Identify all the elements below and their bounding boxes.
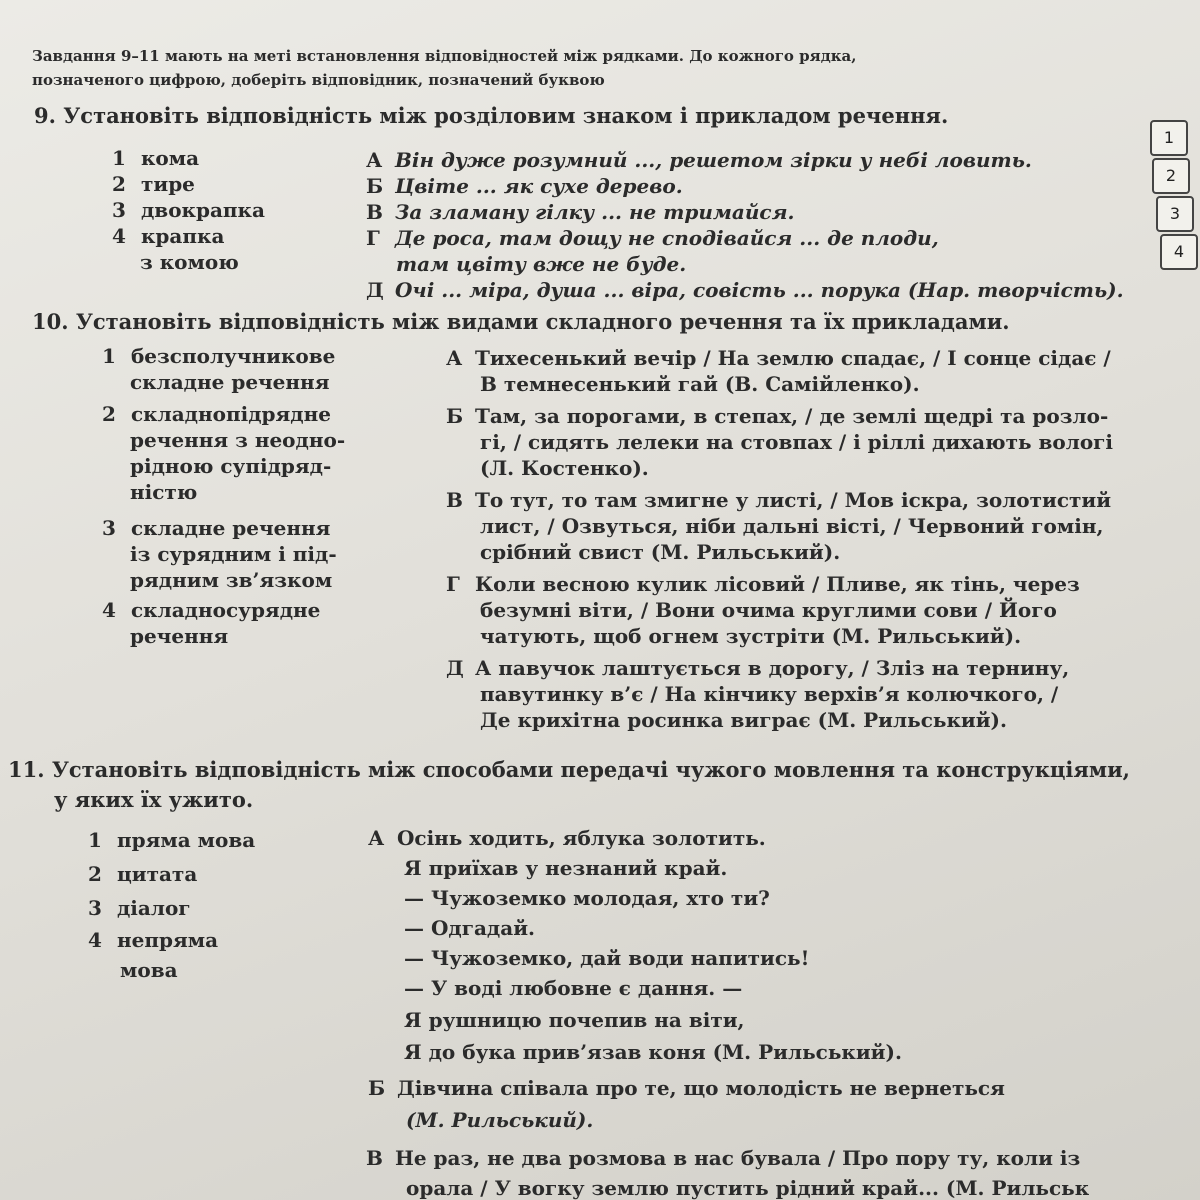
q10-right-item: Г Коли весною кулик лісовий / Пливе, як тінь, через bbox=[446, 572, 1080, 596]
q10-left-item: 4 складносурядне bbox=[102, 598, 321, 622]
q10-right-item: А Тихесенький вечір / На землю спадає, / І сонце сідає / bbox=[446, 346, 1111, 370]
q11-title-cont: у яких їх ужито. bbox=[54, 787, 254, 812]
q10-right-item-cont: срібний свист (М. Рильський). bbox=[480, 540, 841, 564]
q10-left-item-cont: складне речення bbox=[130, 370, 330, 394]
answer-box[interactable]: 4 bbox=[1160, 234, 1198, 270]
intro-line-2: позначеного цифрою, доберіть відповідник, позначений буквою bbox=[32, 71, 605, 89]
q11-left-item: 2 цитата bbox=[88, 862, 198, 886]
answer-box[interactable]: 3 bbox=[1156, 196, 1194, 232]
q10-left-item-cont: ністю bbox=[130, 480, 198, 504]
q10-left-item: 1 безсполучникове bbox=[102, 344, 336, 368]
q10-left-item-cont: речення bbox=[130, 624, 229, 648]
q11-right-item-cont: (М. Рильський). bbox=[406, 1108, 594, 1132]
q11-right-item: А Осінь ходить, яблука золотить. bbox=[368, 826, 766, 850]
q11-right-item-cont: орала / У вогку землю пустить рідний край... (М. Рильськ bbox=[406, 1176, 1090, 1200]
q11-right-item-cont: — Чужоземко молодая, хто ти? bbox=[404, 886, 770, 910]
q10-left-item-cont: із сурядним і під- bbox=[130, 542, 337, 566]
q9-right-item: Д Очі ... міра, душа ... віра, совість ... порука (Нар. творчість). bbox=[366, 278, 1124, 302]
q9-left-item: 1 кома bbox=[112, 146, 200, 170]
q9-title: 9. Установіть відповідність між розділовим знаком і прикладом речення. bbox=[34, 103, 949, 128]
q10-right-item-cont: (Л. Костенко). bbox=[480, 456, 649, 480]
q11-right-item-cont: Я приїхав у незнаний край. bbox=[404, 856, 728, 880]
q11-title: 11. Установіть відповідність між способами передачі чужого мовлення та конструкціями, bbox=[8, 757, 1130, 782]
q9-right-item: Г Де роса, там дощу не сподівайся ... де плоди, bbox=[366, 226, 939, 250]
q10-right-item: Д А павучок лаштується в дорогу, / Зліз на тернину, bbox=[446, 656, 1070, 680]
q9-right-item: В За зламану гілку ... не тримайся. bbox=[366, 200, 795, 224]
answer-box[interactable]: 2 bbox=[1152, 158, 1190, 194]
q10-left-item-cont: речення з неодно- bbox=[130, 428, 346, 452]
q11-right-item-cont: — Одгадай. bbox=[404, 916, 536, 940]
q11-right-item-cont: — У воді любовне є дання. — bbox=[404, 976, 743, 1000]
q10-right-item-cont: чатують, щоб огнем зустріти (М. Рильський). bbox=[480, 624, 1022, 648]
q9-left-item: 4 крапка bbox=[112, 224, 225, 248]
q9-right-item: А Він дуже розумний ..., решетом зірки у небі ловить. bbox=[366, 148, 1032, 172]
q9-right-item: Б Цвіте ... як сухе дерево. bbox=[366, 174, 683, 198]
q10-right-item-cont: Де крихітна росинка виграє (М. Рильський). bbox=[480, 708, 1007, 732]
q9-left-item: 2 тире bbox=[112, 172, 195, 196]
q11-right-item: В Не раз, не два розмова в нас бувала / Про пору ту, коли із bbox=[366, 1146, 1081, 1170]
q10-left-item-cont: рідною супідряд- bbox=[130, 454, 332, 478]
q10-right-item-cont: безумні віти, / Вони очима круглими сови / Його bbox=[480, 598, 1057, 622]
q10-left-item-cont: рядним зв’язком bbox=[130, 568, 333, 592]
q11-right-item-cont: Я до бука прив’язав коня (М. Рильський). bbox=[404, 1040, 902, 1064]
q10-left-item: 3 складне речення bbox=[102, 516, 331, 540]
q10-right-item-cont: В темнесенький гай (В. Самійленко). bbox=[480, 372, 920, 396]
q10-right-item: Б Там, за порогами, в степах, / де землі щедрі та розло- bbox=[446, 404, 1109, 428]
q11-left-item-cont: мова bbox=[120, 958, 178, 982]
q10-right-item-cont: павутинку в’є / На кінчику верхів’я колючкого, / bbox=[480, 682, 1059, 706]
q10-title: 10. Установіть відповідність між видами складного речення та їх прикладами. bbox=[32, 309, 1010, 334]
q9-left-item-cont: з комою bbox=[140, 250, 239, 274]
q9-right-item-cont: там цвіту вже не буде. bbox=[396, 252, 687, 276]
q11-right-item-cont: — Чужоземко, дай води напитись! bbox=[404, 946, 810, 970]
intro-line-1: Завдання 9–11 мають на меті встановлення відповідностей між рядками. До кожного рядка, bbox=[32, 47, 857, 65]
q10-right-item-cont: гі, / сидять лелеки на стовпах / і ріллі дихають вологі bbox=[480, 430, 1114, 454]
q11-right-item: Б Дівчина співала про те, що молодість не вернеться bbox=[368, 1076, 1005, 1100]
q11-right-item-cont: Я рушницю почепив на віти, bbox=[404, 1008, 745, 1032]
q10-left-item: 2 складнопідрядне bbox=[102, 402, 331, 426]
q11-left-item: 1 пряма мова bbox=[88, 828, 256, 852]
q10-right-item: В То тут, то там змигне у листі, / Мов іскра, золотистий bbox=[446, 488, 1112, 512]
q9-left-item: 3 двокрапка bbox=[112, 198, 265, 222]
q11-left-item: 3 діалог bbox=[88, 896, 191, 920]
q11-left-item: 4 непряма bbox=[88, 928, 219, 952]
answer-box[interactable]: 1 bbox=[1150, 120, 1188, 156]
q10-right-item-cont: лист, / Озвуться, ніби дальні вісті, / Червоний гомін, bbox=[480, 514, 1104, 538]
